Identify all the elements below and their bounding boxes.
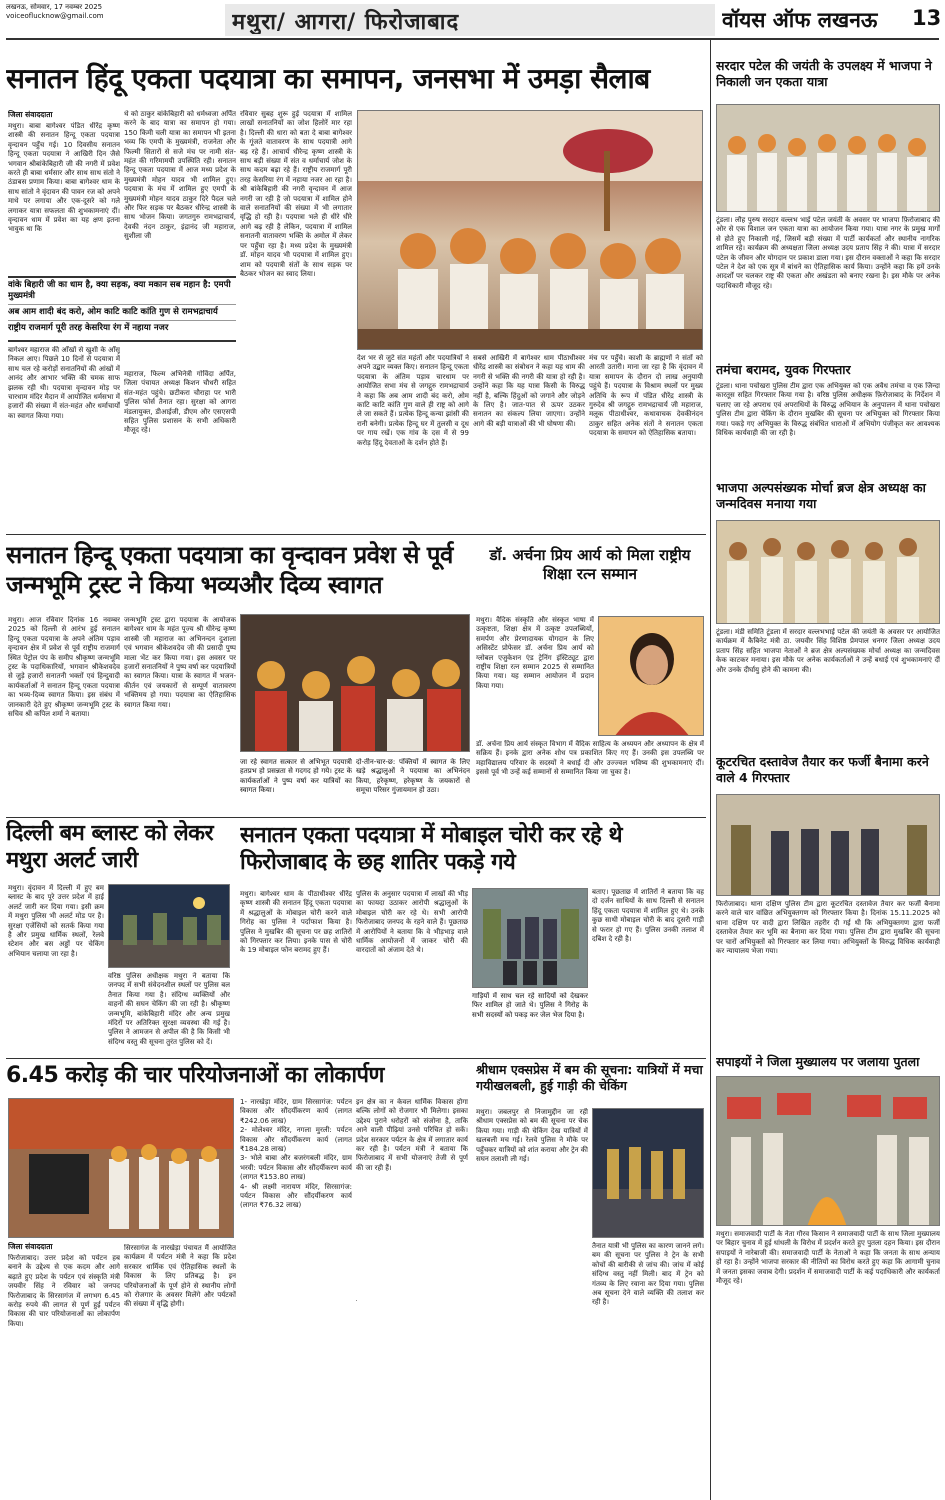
delhi-photo bbox=[108, 884, 230, 968]
patel-photo bbox=[716, 104, 940, 212]
mobile-photo bbox=[472, 888, 588, 988]
lead-photo bbox=[357, 110, 703, 350]
fraud-body: फिरोजाबाद। थाना दक्षिण पुलिस टीम द्वारा कूटरचित दस्तावेज तैयार कर फर्जी बैनामा करने वाले चार वांछित अभियुक्तगण को गिरफ्तार किया है। दिनांक 15.11.2025 को थाना दक्षिण पर वादी द्वारा लिखित तहरीर दी गई थी कि अभियुक्तगण द्वारा फर्जी दस्तावेज तैयार कर भूमि का बैनामा कर दिया गया। पुलिस टीम द्वारा मुखबिर की सूचना पर चारों अभियुक्तों को गिरफ्तार कर लिया गया। अभियुक्तों के विरुद्ध विधिक कार्यवाही कर न्यायालय भेजा गया। bbox=[716, 900, 940, 956]
sapa-body: मथुरा। समाजवादी पार्टी के नेता गौरव किसान ने समाजवादी पार्टी के साथ जिला मुख्यालय पर बिहार चुनाव में हुई धांधली के विरोध में प्रदर्शन करते हुए पुतला दहन किया। इस दौरान सपाइयों ने नारेबाजी की। समाजवादी पार्टी के नेताओं ने कहा कि जनता के साथ अन्याय हो रहा है। उन्होंने भाजपा सरकार की नीतियों का विरोध करते हुए कहा कि आगामी चुनाव में जनता इसका जवाब देगी। प्रदर्शन में समाजवादी पार्टी के कई पदाधिकारी और कार्यकर्ता मौजूद रहे। bbox=[716, 1230, 940, 1286]
bjp-minority-photo bbox=[716, 520, 940, 624]
vrindavan-headline: सनातन हिन्दू एकता पदयात्रा का वृन्दावन प्रवेश से पूर्व जन्मभूमि ट्रस्ट ने किया भव्यऔर दिव्य स्वागत bbox=[6, 541, 453, 599]
police-checking-image bbox=[109, 885, 230, 968]
award-photo bbox=[598, 616, 704, 736]
ekta-yatra-image bbox=[717, 105, 940, 212]
vrindavan-photo bbox=[240, 614, 470, 752]
lead-subheads bbox=[8, 276, 236, 342]
lead-col-3b bbox=[240, 470, 241, 471]
train-headline: श्रीधाम एक्सप्रेस में बम की सूचना: यात्रियों में मचा गयीखलबली, हुई गाड़ी की चेकिंग bbox=[476, 1062, 703, 1093]
page-number: 13 bbox=[912, 6, 942, 30]
subhead-2: अब आम शादी बंद करो, ओम काटि काटि कांति गुण से रामभद्राचार्य bbox=[8, 305, 236, 321]
right-col-rule bbox=[710, 40, 711, 1500]
projects-col-2: सिरसागंज के नारखेड़ा पंचायत मैं आयोजित कार्यक्रम में पर्यटन मंत्री ने कहा कि प्रदेश सरकार धार्मिक एवं ऐतिहासिक स्थलों के विकास के लिए प्रतिबद्ध है। इन परियोजनाओं के पूर्ण होने से स्थानीय लोगों को रोजगार के अवसर मिलेंगे और पर्यटकों की संख्या में वृद्धि होगी। bbox=[124, 1244, 236, 1309]
bjp-minority-body: टूंडला। मंडी समिति टूंडला में सरदार वल्लभभाई पटेल की जयंती के अवसर पर आयोजित कार्यक्रम में कैबिनेट मंत्री ठा. जयवीर सिंह विशिष्ठ प्रेमपाल धनगर जिला अध्यक्ष उदय प्रताप सिंह सहित भाजपा नेताओं ने ब्रज क्षेत्र अल्पसंख्यक मोर्चा अध्यक्ष का जन्मदिवस केक काटकर मनाया। इस मौके पर अनेक कार्यकर्ताओं ने उन्हें बधाई एवं शुभकामनाएं दीं और उनके दीर्घायु होने की कामना की। bbox=[716, 628, 940, 674]
arrested-accused-image bbox=[473, 889, 588, 988]
crowd-welcome-image bbox=[241, 615, 470, 752]
lead-col-6: मंच पर पहुँचे। काशी के ब्राह्मणों ने संतों को आरती उतारी। माना जा रहा है कि वृंदावन में यात्रा समापन के दौरान दो लाख अनुयायी पहुंचे हैं। पदयात्रा के विश्राम स्थलों पर मुख्य अतिथि के रूप में पंडित धीरेंद्र शास्त्री के गुरुदेव श्री जगद्गुरु रामभद्राचार्य जी महाराज, मलूक पीठाधीश्वर, कथावाचक देवकीनंदन ठाकुर सहित अनेक संतों ने सनातन एकता पदयात्रा के समापन को ऐतिहासिक बताया। bbox=[589, 354, 703, 438]
subhead-3: राष्ट्रीय राजमार्ग पूरी तरह केसरिया रंग में नहाया नजर bbox=[8, 323, 169, 333]
sapa-photo bbox=[716, 1076, 940, 1226]
projects-headline: 6.45 करोड़ की चार परियोजनाओं का लोकार्पण bbox=[6, 1063, 384, 1088]
vrindavan-photo-caption: जा रहे स्वागत सत्कार से अभिभूत पदयात्री हतप्रभ हो प्रसन्नता से गदगद हो गये। ट्रस्ट के कार्यकर्ताओं ने पुष्प वर्षा कर यात्रियों का स्वागत किया। bbox=[240, 758, 352, 795]
fraud-headline: कूटरचित दस्तावेज तैयार कर फर्जी बैनामा करने वाले 4 गिरफ्तार bbox=[716, 754, 929, 785]
birthday-celebration-image bbox=[717, 521, 940, 624]
delhi-body-2: वरिष्ठ पुलिस अधीक्षक मथुरा ने बताया कि जनपद में सभी संवेदनशील स्थलों पर पुलिस बल तैनात किया गया है। संदिग्ध व्यक्तियों और वाहनों की सघन चेकिंग की जा रही है। श्रीकृष्ण जन्मभूमि, बांकेबिहारी मंदिर और अन्य प्रमुख मंदिरों पर अतिरिक्त सुरक्षा व्यवस्था की गई है। पुलिस ने आमजन से अपील की है कि किसी भी संदिग्ध वस्तु की सूचना तुरंत पुलिस को दें। bbox=[108, 972, 230, 1046]
tamancha-body: टूंडला। थाना पचोखरा पुलिस टीम द्वारा एक अभियुक्त को एक अवैध तमंचा व एक जिन्दा कारतूस सहित गिरफ्तार किया गया है। वरिष्ठ पुलिस अधीक्षक फ़िरोजाबाद के निर्देशन में चलाए जा रहे अपराध एवं अपराधियों के विरुद्ध अभियान के अनुपालन में थाना पचोखरा पुलिस टीम द्वारा चेकिंग के दौरान मुखबिर की सूचना पर अभियुक्त को गिरफ्तार किया गया। पकड़े गए अभियुक्त के विरुद्ध संबंधित धाराओं में अभियोग पंजीकृत कर आवश्यक विधिक कार्यवाही की जा रही है। bbox=[716, 382, 940, 438]
bjp-minority-headline: भाजपा अल्पसंख्यक मोर्चा ब्रज क्षेत्र अध्यक्ष का जन्मदिवस मनाया गया bbox=[716, 480, 926, 511]
train-col-1: मथुरा। जबलपुर से निजामुद्दीन जा रही श्रीधाम एक्सप्रेस को बम की सूचना पर चेक किया गया। गाड़ी की चेकिंग देख यात्रियों में खलबली मच गई। रेलवे पुलिस ने मौके पर पहुँचकर यात्रियों को शांत कराया और ट्रेन की सघन तलाशी ली गई। bbox=[476, 1108, 588, 1164]
divider-1 bbox=[6, 534, 706, 535]
lead-col-3: रविवार सुबह शुरू हुई पदयात्रा में शामिल लाखों सनातनियों का जोश हिलोरें मार रहा है। दिल्ली की धारा को बता दे बाबा बागेश्वर के गूंजते वातावरण के साथ पदयात्री आगे बढ़ रहे हैं। आचार्य धीरेन्द्र कृष्ण शास्त्री के साथ बड़ी संख्या में संत व धर्माचार्य जोश के साथ कदम बढ़ा रहे हैं। राष्ट्रीय राजमार्ग पूरी तरह केसरिया रंग में नहाया नजर आ रहा है। श्री बांकेबिहारी की नगरी वृन्दावन में आज नगरी जा रही है जो पदयात्रा में शामिल होने वाले सनातनियों की संख्या में भी लगातार वृद्धि हो रही है। पदयात्रा भले ही धीरे धीरे आगे बढ़ रही है लेकिन, पदयात्रा में शामिल सनातनी वातावरण भक्ति के अमोल में लेकर पर पहुँचा रहा है। मध्य प्रदेश के मुख्यमंत्री डॉ. मोहन यादव भी पदयात्रा में शामिल हुए। शाम को पदयात्री संतों के साथ सड़क पर बैठकर भोजन का स्वाद लिया। bbox=[240, 110, 352, 278]
fraud-arrest-image bbox=[717, 795, 940, 896]
divider-3 bbox=[6, 1058, 706, 1059]
mobile-col-5: बताए। पूछताछ में शातिरों ने बताया कि वह दो दर्जन साथियों के साथ दिल्ली से सनातन हिंदू एकता पदयात्रा में शामिल हुए थे। उनके कुछ साथी मोबाइल चोरी के बाद दूसरी गाड़ी से फरार हो गए हैं। पुलिस उनकी तलाश में दबिश दे रही है। bbox=[592, 888, 704, 944]
lead-col-1: मथुरा। बाबा बागेश्वर पंडित धीरेंद्र कृष्ण शास्त्री की सनातन हिन्दू एकता पदयात्रा वृन्दावन पहुँच गई। 10 दिवसीय सनातन हिन्दू एकता पदयात्रा ने आखिरी दिन जैसे भगवान श्रीबांकेबिहारी जी की नगरी में प्रवेश करते ही बाबा धर्मसार और साथ साथ संतो ने ठंडाबस प्रणाम किया। बाबा बागेश्वर धाम के साथ सांतो ने वृंदावन की पावन रज को अपने माथे पर लगाया और एक-दूसरे को गले लगाकर यात्रा सफलता की शुभकामनाएं दीं। वृन्दावन धाम में प्रवेश का यह क्षण इतना भावुक था कि bbox=[8, 122, 120, 234]
train-col-2: तैनात यात्री भी पुलिस का कारण जानने लगे। बम की सूचना पर पुलिस ने ट्रेन के सभी कोचों की बारीकी से जांच की। जांच में कोई संदिग्ध वस्तु नहीं मिली। बाद में ट्रेन को गंतव्य के लिए रवाना कर दिया गया। पुलिस अब सूचना देने वाले व्यक्ति की तलाश कर रही है। bbox=[592, 1242, 704, 1307]
mobile-col-2: पुलिस के अनुसार पदयात्रा में लाखों की भीड़ का फायदा उठाकर आरोपी श्रद्धालुओं के मोबाइल चोरी कर रहे थे। सभी आरोपी फिरोजाबाद जनपद के रहने वाले हैं। पूछताछ में आरोपियों ने बताया कि वे भीड़भाड़ वाले धार्मिक आयोजनों में जाकर चोरी की वारदातों को अंजाम देते थे। bbox=[356, 890, 468, 955]
inauguration-image bbox=[9, 1099, 234, 1238]
train-photo bbox=[592, 1108, 704, 1238]
projects-list: 1- नारखेड़ा मंदिर, ग्राम सिरसागंज: पर्यटन विकास और सौंदर्यीकरण कार्य (लागत ₹242.06 लाख) 2- मोलेश्वर मंदिर, नगला मुरली: पर्यटन विकास और सौंदर्यीकरण कार्य (लागत ₹184.28 लाख) 3- भोले बाबा और बजरंगबली मंदिर, ग्राम भरवी: पर्यटन विकास और सौंदर्यीकरण कार्य (लागत ₹153.80 लाख) 4- श्री लक्ष्मी नारायण मंदिर, सिरसागंज: पर्यटन विकास और सौंदर्यीकरण कार्य (लागत ₹76.32 लाख) bbox=[240, 1098, 352, 1210]
projects-photo bbox=[8, 1098, 234, 1238]
sapa-headline: सपाइयों ने जिला मुख्यालय पर जलाया पुतला bbox=[716, 1054, 920, 1069]
vrindavan-col-4: दो-तीन-चार-छ: पंक्तियों में स्वागत के लिए खड़े श्रद्धालुओं ने पदयात्रा का अभिनंदन किया, हरेकृष्ण, हरेकृष्ण के जयकारों से समूचा परिसर गुंजायमान हो उठा। bbox=[356, 758, 470, 795]
lead-col-2: थे को ठाकुर बांकेबिहारी को धर्मध्वजा अर्पित करने के बाद यात्रा का समापन हो गया। 150 किमी चली यात्रा का समापन भी इतना भव्य कि एमपी के मुख्यमंत्री, राजनेता और फिल्मी सितारों से सजे मंच पर नामी संत-महंत की गरिमामयी उपस्थिति रही। सनातन हिन्दू एकता पदयात्रा में आज मध्य प्रदेश के मुख्यमंत्री मोहन यादव भी शामिल हुए। पदयात्रा के मंच में शामिल हुए एमपी के मुख्यमंत्री मोहन यादव ठाकुर दिरे पैदल चले और फिर सड़क पर बैठकर धीरेन्द्र शास्त्री के साथ भोजन किया। जगतगुरु रामभद्राचार्य, देवकी नंदन ठाकुर, इंद्रानंद जी महाराज, सुशीला जी bbox=[124, 110, 236, 241]
fraud-photo bbox=[716, 794, 940, 896]
delhi-headline: दिल्ली बम ब्लास्ट को लेकर मथुरा अलर्ट जारी bbox=[6, 821, 214, 873]
vrindavan-col-2: जन्मभूमि ट्रस्ट द्वारा पदयात्रा के आयोजक बागेश्वर धाम के महंत पूज्य श्री धीरेन्द्र कृष्ण शास्त्री जी महाराज का अभिनन्दन दुशाला एवं भगवान श्रीकेशवदेव जी की प्रसादी पुष्प माला भेंट कर किया गया। इस अवसर पर हजारों सनातनियों ने पुष्प वर्षा कर पदयात्रियों का स्वागत किया। यात्रा के स्वागत में भजन-कीर्तन एवं जयकारों से सम्पूर्ण वातावरण भक्तिमय हो गया। पदयात्रा का ऐतिहासिक स्वागत किया गया। bbox=[124, 616, 236, 709]
projects-col-4: इन क्षेत्र का न केवल धार्मिक विकास होगा बल्कि लोगों को रोजगार भी मिलेगा। इसका उद्देश्य पुराने धरोहरों को संजोना है, ताकि आने वाली पीढ़ियां उनसे परिचित हो सकें। प्रदेश सरकार पर्यटन के क्षेत्र में लगातार कार्य कर रही है। पर्यटन मंत्री ने बताया कि फिरोजाबाद में सभी योजनाएं तेजी से पूर्ण की जा रही हैं। bbox=[356, 1098, 468, 1172]
issue-date: लखनऊ, सोमवार, 17 नवम्बर 2025 bbox=[6, 3, 103, 11]
award-headline: डॉ. अर्चना प्रिय आर्य को मिला राष्ट्रीय शिक्षा रत्न सम्मान bbox=[489, 546, 691, 583]
award-body: मथुरा। वैदिक संस्कृति और संस्कृत भाषा में उत्कृष्टता, शिक्षा क्षेत्र में उत्कृष्ट उपलब्धियों, समर्पण और प्रेरणादायक योगदान के लिए असिस्टेंट प्रोफेसर डॉ. अर्चना प्रिय आर्य को ग्लोबल एजुकेशन एंड ट्रेनिंग इंस्टिट्यूट द्वारा राष्ट्रीय शिक्षा रत्न सम्मान 2025 से सम्मानित किया गया। यह सम्मान आयोजन में प्रदान किया गया। bbox=[476, 616, 594, 690]
effigy-burning-image bbox=[717, 1077, 940, 1226]
padyatra-stage-image bbox=[358, 111, 703, 350]
projects-body: फिरोजाबाद। उत्तर प्रदेश को पर्यटन हब बनाने के उद्देश्य से एक कदम और आगे बढ़ाते हुए प्रदेश के पर्यटन एवं संस्कृति मंत्री जयवीर सिंह ने रविवार को जनपद फिरोजाबाद के सिरसागंज में लगभग 6.45 करोड़ रुपये की लागत से पूर्ण हुई पर्यटन विकास की चार परियोजनाओं का लोकार्पण किया। bbox=[8, 1254, 120, 1328]
masthead: वॉयस ऑफ लखनऊ bbox=[722, 7, 878, 32]
lead-col-4: देश भर से जुटे संत महंतों और पदयात्रियों ने अपने उद्बार व्यक्त किए। सनातन हिन्दू एकता पदयात्रा के अंतिम पड़ाव चारधाम पर आयोजित सभा मंच से जगद्गुरु रामभद्राचार्य ने कहा कि अब आम शादी बंद करो, ओम काटि काटि कांति गुण वाले ही राष्ट्र को आगे ले जा सकते हैं। प्रत्येक हिन्दू कन्या झांसी की रानी बनेगी। प्रत्येक हिन्दू घर में तुलसी व दूध पर गाय रखें। एक गांव के दस में से 99 करोड़ हिंदू देवताओं के दर्शन होते हैं। bbox=[357, 354, 469, 447]
divider-2 bbox=[6, 817, 706, 818]
train-checking-image bbox=[593, 1109, 704, 1238]
lead-col-5: सबसे आखिरी में बागेश्वर धाम पीठाधीश्वर धीरेंद्र शास्त्री का संबोधन ने कहा यह धाम की नगरी से भक्ति की नगरी की यात्रा हो रही है। उन्होंने कहा कि यह यात्रा किसी के विरुद्ध नहीं है, बल्कि हिंदुओं को जगाने और जोड़ने के लिए है। जात-पात से ऊपर उठकर सनातन का संकल्प लिया जाएगा। उन्होंने आगे की बड़ी यात्राओं की भी घोषणा की। bbox=[473, 354, 585, 428]
contact-email: voiceoflucknow@gmail.com bbox=[6, 12, 104, 20]
patel-headline: सरदार पटेल की जयंती के उपलक्ष्य में भाजपा ने निकाली जन एकता यात्रा bbox=[716, 58, 932, 89]
lead-headline: सनातन हिंदू एकता पदयात्रा का समापन, जनसभा में उमड़ा सैलाब bbox=[6, 62, 650, 95]
lead-col-2b: महाराज, फिल्म अभिनेत्री गोविंदा अर्पित, जिला पंचायत अध्यक्ष किशन चौधरी सहित संत-महंत पहुंचे। छटीकरा चौराहा पर भारी पुलिस फोर्स तैनात रहा। सुरक्षा को आगरा मंडलायुक्त, डीआईजी, डीएम और एसएसपी सहित पुलिस प्रशासन के सभी अधिकारी मौजूद रहे। bbox=[124, 370, 236, 435]
mobile-photo-caption: गाड़ियों में साथ चल रहे सादियों को देखकर फिर शामिल हो जाते थे। पुलिस ने गिरोह के सभी सदस्यों को पकड़ कर जेल भेज दिया है। bbox=[472, 992, 588, 1019]
vrindavan-col-1: मथुरा। आज रविवार दिनांक 16 नवम्बर 2025 को दिल्ली से आरंभ हुई सनातन हिन्दू एकता पदयात्रा के अपने अंतिम पड़ाव वृन्दावन क्षेत्र में प्रवेश से पूर्व राष्ट्रीय राजमार्ग स्थित पेट्रोल पंप के समीप श्रीकृष्ण जन्मभूमि ट्रस्ट के पदाधिकारियों, भगवान श्रीकेशवदेव से जुड़े हजारों सनातनी भक्तों एवं हिन्दुवादी कार्यकर्ताओं ने सनातन हिन्दू एकता पदयात्रा का भव्य-दिव्य स्वागत किया। इस संबंध में जानकारी देते हुए श्रीकृष्ण जन्मभूमि ट्रस्ट के सचिव श्री कपिल शर्मा ने बताया। bbox=[8, 616, 120, 719]
portrait-image bbox=[599, 617, 704, 736]
patel-body: टूंडला। लौह पुरुष सरदार वल्लभ भाई पटेल जयंती के अवसर पर भाजपा फ़िरोजाबाद की ओर से एक विशाल जन एकता यात्रा का आयोजन किया गया। यात्रा नगर के प्रमुख मार्गों से होते हुए निकाली गई, जिसमें बड़ी संख्या में पार्टी कार्यकर्ता और स्थानीय नागरिक शामिल रहे। कार्यक्रम की अध्यक्षता जिला अध्यक्ष उदय प्रताप सिंह ने की। यात्रा में सरदार पटेल के जीवन और योगदान पर प्रकाश डाला गया। इस दौरान वक्ताओं ने कहा कि सरदार पटेल ने देश को एक सूत्र में बांधने का ऐतिहासिक कार्य किया। उन्होंने कहा कि हमें उनके आदर्शों पर चलकर राष्ट्र की एकता और अखंडता को बनाए रखना है। इस मौके पर अनेक पदाधिकारी मौजूद रहे। bbox=[716, 216, 940, 290]
mobile-col-1: मथुरा। बागेश्वर धाम के पीठाधीश्वर धीरेंद्र कृष्ण शास्त्री की सनातन हिंदू एकता पदयात्रा में श्रद्धालुओं के मोबाइल चोरी करने वाले गिरोह का पुलिस ने पर्दाफाश किया है। पुलिस ने मुखबिर की सूचना पर छह शातिरों को गिरफ्तार कर लिया। इनके पास से चोरी के 19 मोबाइल फोन बरामद हुए हैं। bbox=[240, 890, 352, 955]
lead-col-1b: बागेश्वर महाराज की आँखों से खुशी के आँसू निकल आए। पिछले 10 दिनों से पदयात्रा में साथ चल रहे करोड़ों सनातनियों की आंखों में आनंद और आभार भक्ति की चमक साफ झलक रही थी। पदयात्रा वृन्दावन मोड़ पर चारधाम मंदिर मैदान में आयोजित धर्मसभा में हजारों की संख्या में संत-महंत और धर्माचार्यों का स्वागत किया गया। bbox=[8, 346, 120, 420]
section-title: मथुरा/ आगरा/ फिरोजाबाद bbox=[232, 9, 460, 34]
subhead-1: वांके बिहारी जी का धाम है, क्या सड़क, क्या मकान सब महान है: एमपी मुख्यमंत्री bbox=[8, 278, 236, 305]
delhi-body: मथुरा। वृंदावन में दिल्ली में हुए बम ब्लास्ट के बाद पूरे उत्तर प्रदेश में हाई अलर्ट जारी कर दिया गया। इसी क्रम में मथुरा पुलिस भी अलर्ट मोड पर है। सुरक्षा एजेंसियों को सतर्क किया गया है और प्रमुख धार्मिक स्थलों, रेलवे स्टेशन और बस अड्डों पर चेकिंग अभियान चलाया जा रहा है। bbox=[8, 884, 104, 958]
header-meta bbox=[6, 3, 216, 29]
award-body-2: डॉ. अर्चना प्रिय आर्य संस्कृत विभाग में वैदिक साहित्य के अध्ययन और अध्यापन के क्षेत्र में सक्रिय हैं। इनके द्वारा अनेक शोध पत्र प्रकाशित किए गए हैं। उनकी इस उपलब्धि पर महाविद्यालय परिवार के सदस्यों ने बधाई दी और उज्ज्वल भविष्य की शुभकामनाएं दीं। इससे पूर्व भी उन्हें कई सम्मानों से सम्मानित किया जा चुका है। bbox=[476, 740, 704, 777]
projects-col-5 bbox=[356, 1300, 357, 1301]
tamancha-headline: तमंचा बरामद, युवक गिरफ्तार bbox=[716, 362, 851, 377]
lead-dateline: जिला संवाददाता bbox=[8, 110, 53, 119]
projects-dateline: जिला संवाददाता bbox=[8, 1242, 53, 1251]
header-rule bbox=[6, 38, 939, 40]
mobile-headline: सनातन एकता पदयात्रा में मोबाइल चोरी कर रहे थे फिरोजाबाद के छह शातिर पकड़े गये bbox=[240, 823, 623, 875]
